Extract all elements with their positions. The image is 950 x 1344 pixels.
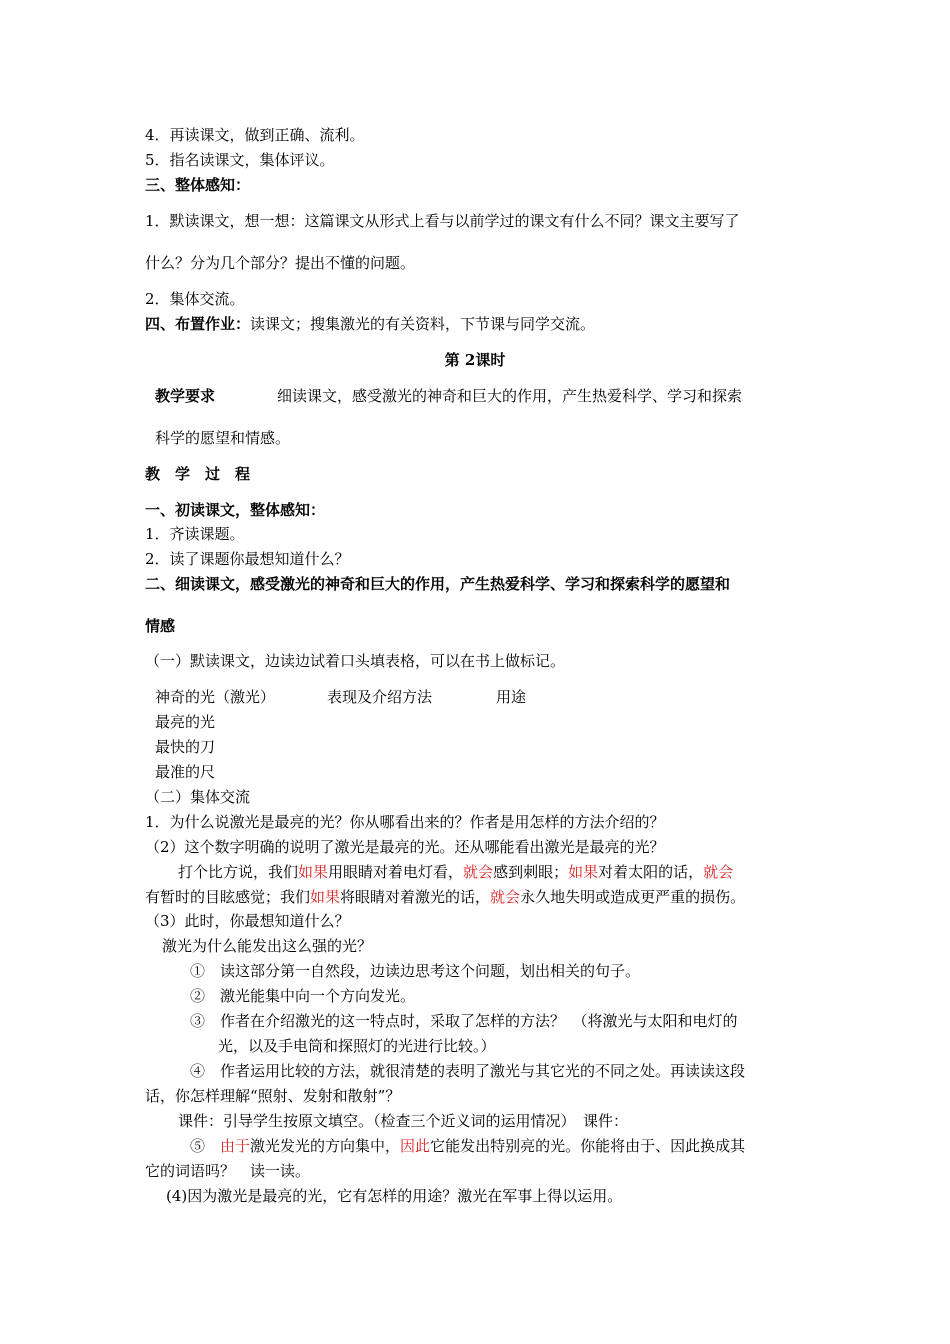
circled-item-4a: ④ 作者运用比较的方法，就很清楚的表明了激光与其它光的不同之处。再读读这段 (190, 1062, 746, 1080)
question-2: （2）这个数字明确的说明了激光是最亮的光。还从哪能看出激光是最亮的光？ (145, 838, 665, 856)
circled-item-4b: 话，你怎样理解“照射、发射和散射”？ (145, 1087, 401, 1105)
table-header-1: 神奇的光（激光） (155, 688, 276, 706)
requirement-text-2: 科学的愿望和情感。 (155, 429, 291, 447)
line-2: 5．指名读课文，集体评议。 (145, 151, 335, 169)
question-3-sub: 激光为什么能发出这么强的光？ (162, 937, 373, 955)
table-row-1: 最亮的光 (155, 713, 216, 731)
section-1-item-2: 2．读了课题你最想知道什么？ (145, 550, 350, 568)
homework-text: 读课文；搜集激光的有关资料，下节课与同学交流。 (250, 315, 596, 333)
example-line-2: 有暂时的目眩感觉；我们如果将眼睛对着激光的话，就会永久地失明或造成更严重的损伤。 (145, 888, 746, 906)
table-row-3: 最准的尺 (155, 763, 216, 781)
courseware-line: 课件：引导学生按原文填空。（检查三个近义词的运用情况） 课件： (178, 1112, 629, 1130)
line-5: 什么？分为几个部分？提出不懂的问题。 (145, 254, 416, 272)
section-2-heading-1: 二、细读课文，感受激光的神奇和巨大的作用，产生热爱科学、学习和探索科学的愿望和 (145, 575, 731, 593)
question-4: (4)因为激光是最亮的光，它有怎样的用途？激光在军事上得以运用。 (166, 1187, 623, 1205)
section-2-heading-2: 情感 (145, 617, 176, 635)
circled-item-5a: ⑤ 由于激光发光的方向集中，因此它能发出特别亮的光。你能将由于、因此换成其 (190, 1137, 746, 1155)
example-line-1: 打个比方说，我们如果用眼睛对着电灯看，就会感到刺眼；如果对着太阳的话，就会 (178, 863, 734, 881)
circled-item-3b: 光，以及手电筒和探照灯的光进行比较。） (218, 1037, 496, 1055)
table-header-2: 表现及介绍方法 (327, 688, 433, 706)
requirement-label: 教学要求 (155, 387, 216, 405)
line-6: 2．集体交流。 (145, 290, 245, 308)
line-1: 4．再读课文，做到正确、流利。 (145, 126, 365, 144)
requirement-text-1: 细读课文，感受激光的神奇和巨大的作用，产生热爱科学、学习和探索 (277, 387, 743, 405)
heading-3: 三、整体感知： (145, 176, 251, 194)
table-header-3: 用途 (496, 688, 527, 706)
heading-4: 四、布置作业： (145, 315, 251, 333)
circled-item-5b: 它的词语吗？ 读一读。 (145, 1162, 311, 1180)
question-1: 1．为什么说激光是最亮的光？你从哪看出来的？作者是用怎样的方法介绍的？ (145, 813, 665, 831)
question-3: （3）此时，你最想知道什么？ (145, 912, 350, 930)
paragraph-2: （二）集体交流 (145, 788, 251, 806)
paragraph-1: （一）默读课文，边读边试着口头填表格，可以在书上做标记。 (145, 652, 566, 670)
section-1-heading: 一、初读课文，整体感知： (145, 501, 326, 519)
process-heading: 教 学 过 程 (145, 465, 251, 483)
circled-item-2: ② 激光能集中向一个方向发光。 (190, 987, 416, 1005)
lesson-title: 第 2课时 (444, 351, 506, 369)
line-7 (145, 313, 595, 335)
circled-item-1: ① 读这部分第一自然段，边读边思考这个问题，划出相关的句子。 (190, 962, 641, 980)
line-4: 1．默读课文，想一想：这篇课文从形式上看与以前学过的课文有什么不同？课文主要写了 (145, 212, 740, 230)
table-row-2: 最快的刀 (155, 738, 216, 756)
circled-item-3a: ③ 作者在介绍激光的这一特点时，采取了怎样的方法？ （将激光与太阳和电灯的 (190, 1012, 738, 1030)
section-1-item-1: 1．齐读课题。 (145, 525, 245, 543)
